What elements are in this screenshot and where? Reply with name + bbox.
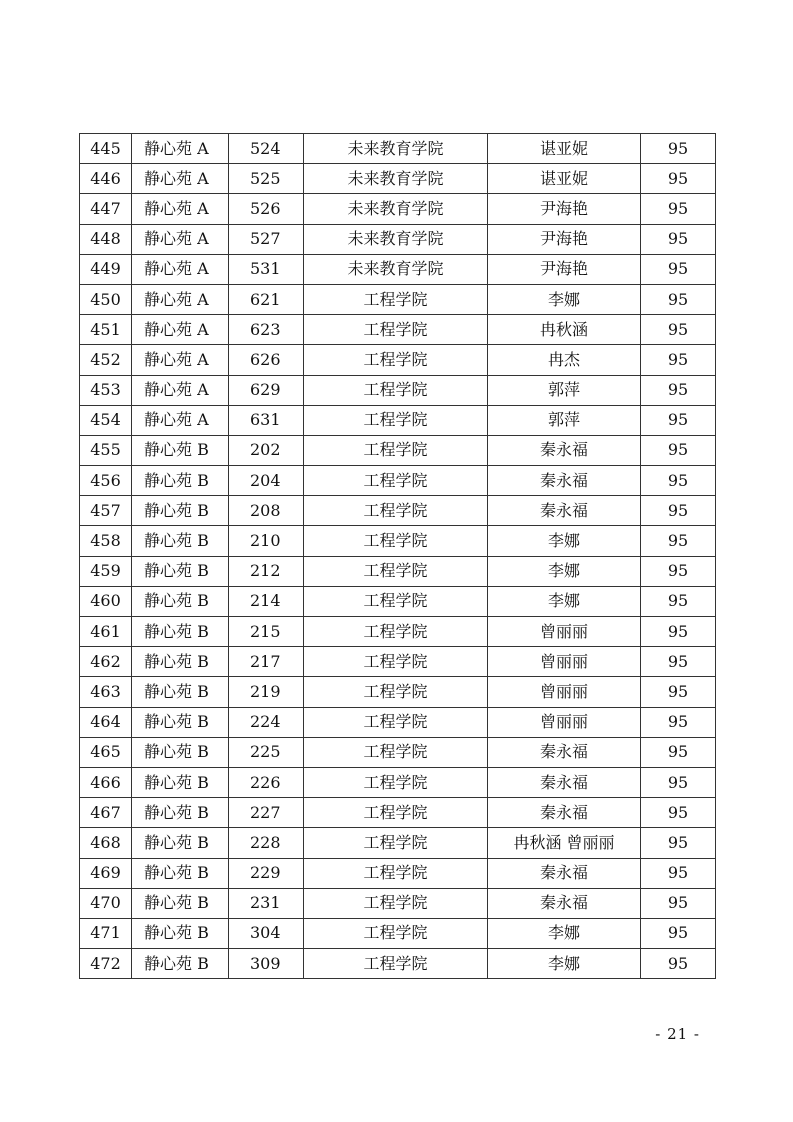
row-index-cell: 457 <box>80 496 132 526</box>
building-cell: 静心苑 B <box>132 617 229 647</box>
college-cell: 工程学院 <box>304 345 488 375</box>
score-cell: 95 <box>641 798 716 828</box>
table-row <box>80 888 716 918</box>
room-number-cell: 224 <box>229 707 304 737</box>
score-cell: 95 <box>641 858 716 888</box>
row-index-cell: 458 <box>80 526 132 556</box>
building-cell: 静心苑 B <box>132 949 229 979</box>
row-index-cell: 472 <box>80 949 132 979</box>
room-number-cell: 219 <box>229 677 304 707</box>
college-cell: 工程学院 <box>304 918 488 948</box>
room-number-cell: 309 <box>229 949 304 979</box>
row-index-cell: 467 <box>80 798 132 828</box>
row-index-cell: 454 <box>80 405 132 435</box>
building-cell: 静心苑 A <box>132 164 229 194</box>
row-index-cell: 462 <box>80 647 132 677</box>
score-cell: 95 <box>641 828 716 858</box>
college-cell: 工程学院 <box>304 858 488 888</box>
table-row <box>80 224 716 254</box>
counselor-cell: 尹海艳 <box>488 224 641 254</box>
counselor-cell: 秦永福 <box>488 767 641 797</box>
counselor-cell: 李娜 <box>488 284 641 314</box>
table-row <box>80 798 716 828</box>
building-cell: 静心苑 B <box>132 707 229 737</box>
room-number-cell: 226 <box>229 767 304 797</box>
score-cell: 95 <box>641 586 716 616</box>
table-row <box>80 466 716 496</box>
room-number-cell: 631 <box>229 405 304 435</box>
counselor-cell: 李娜 <box>488 949 641 979</box>
college-cell: 工程学院 <box>304 737 488 767</box>
counselor-cell: 曾丽丽 <box>488 677 641 707</box>
building-cell: 静心苑 B <box>132 737 229 767</box>
college-cell: 工程学院 <box>304 466 488 496</box>
college-cell: 工程学院 <box>304 375 488 405</box>
counselor-cell: 秦永福 <box>488 466 641 496</box>
row-index-cell: 460 <box>80 586 132 616</box>
table-row <box>80 617 716 647</box>
score-cell: 95 <box>641 466 716 496</box>
row-index-cell: 469 <box>80 858 132 888</box>
college-cell: 工程学院 <box>304 647 488 677</box>
row-index-cell: 446 <box>80 164 132 194</box>
building-cell: 静心苑 A <box>132 375 229 405</box>
row-index-cell: 464 <box>80 707 132 737</box>
table-row <box>80 164 716 194</box>
table-row <box>80 375 716 405</box>
building-cell: 静心苑 A <box>132 254 229 284</box>
score-cell: 95 <box>641 194 716 224</box>
building-cell: 静心苑 A <box>132 194 229 224</box>
college-cell: 工程学院 <box>304 707 488 737</box>
college-cell: 工程学院 <box>304 828 488 858</box>
table-row <box>80 647 716 677</box>
counselor-cell: 李娜 <box>488 526 641 556</box>
table-row <box>80 254 716 284</box>
table-row <box>80 918 716 948</box>
building-cell: 静心苑 A <box>132 284 229 314</box>
room-number-cell: 229 <box>229 858 304 888</box>
building-cell: 静心苑 A <box>132 405 229 435</box>
row-index-cell: 470 <box>80 888 132 918</box>
room-number-cell: 228 <box>229 828 304 858</box>
counselor-cell: 曾丽丽 <box>488 617 641 647</box>
table-row <box>80 858 716 888</box>
table-row <box>80 435 716 465</box>
building-cell: 静心苑 A <box>132 315 229 345</box>
score-cell: 95 <box>641 526 716 556</box>
room-number-cell: 204 <box>229 466 304 496</box>
building-cell: 静心苑 B <box>132 526 229 556</box>
college-cell: 工程学院 <box>304 496 488 526</box>
table-row <box>80 496 716 526</box>
counselor-cell: 尹海艳 <box>488 194 641 224</box>
college-cell: 未来教育学院 <box>304 134 488 164</box>
score-cell: 95 <box>641 315 716 345</box>
room-number-cell: 231 <box>229 888 304 918</box>
table-row <box>80 707 716 737</box>
score-cell: 95 <box>641 737 716 767</box>
building-cell: 静心苑 B <box>132 767 229 797</box>
room-number-cell: 629 <box>229 375 304 405</box>
row-index-cell: 450 <box>80 284 132 314</box>
counselor-cell: 冉秋涵 <box>488 315 641 345</box>
score-cell: 95 <box>641 949 716 979</box>
table-row <box>80 737 716 767</box>
building-cell: 静心苑 B <box>132 677 229 707</box>
score-cell: 95 <box>641 496 716 526</box>
room-number-cell: 215 <box>229 617 304 647</box>
table-row <box>80 949 716 979</box>
row-index-cell: 449 <box>80 254 132 284</box>
table-row <box>80 677 716 707</box>
table-row <box>80 284 716 314</box>
building-cell: 静心苑 B <box>132 496 229 526</box>
score-cell: 95 <box>641 707 716 737</box>
table-row <box>80 586 716 616</box>
college-cell: 未来教育学院 <box>304 254 488 284</box>
college-cell: 工程学院 <box>304 949 488 979</box>
college-cell: 工程学院 <box>304 798 488 828</box>
counselor-cell: 李娜 <box>488 556 641 586</box>
room-number-cell: 208 <box>229 496 304 526</box>
row-index-cell: 468 <box>80 828 132 858</box>
row-index-cell: 466 <box>80 767 132 797</box>
counselor-cell: 李娜 <box>488 586 641 616</box>
counselor-cell: 冉杰 <box>488 345 641 375</box>
score-cell: 95 <box>641 164 716 194</box>
room-number-cell: 526 <box>229 194 304 224</box>
college-cell: 未来教育学院 <box>304 224 488 254</box>
college-cell: 工程学院 <box>304 888 488 918</box>
table-row <box>80 194 716 224</box>
row-index-cell: 471 <box>80 918 132 948</box>
score-cell: 95 <box>641 888 716 918</box>
page-number: - 21 - <box>655 1025 700 1043</box>
counselor-cell: 秦永福 <box>488 858 641 888</box>
room-number-cell: 621 <box>229 284 304 314</box>
row-index-cell: 452 <box>80 345 132 375</box>
counselor-cell: 郭萍 <box>488 405 641 435</box>
score-cell: 95 <box>641 556 716 586</box>
score-cell: 95 <box>641 617 716 647</box>
room-number-cell: 217 <box>229 647 304 677</box>
room-number-cell: 227 <box>229 798 304 828</box>
row-index-cell: 447 <box>80 194 132 224</box>
table-row <box>80 526 716 556</box>
row-index-cell: 459 <box>80 556 132 586</box>
counselor-cell: 谌亚妮 <box>488 134 641 164</box>
building-cell: 静心苑 B <box>132 647 229 677</box>
room-number-cell: 210 <box>229 526 304 556</box>
counselor-cell: 李娜 <box>488 918 641 948</box>
score-cell: 95 <box>641 405 716 435</box>
building-cell: 静心苑 B <box>132 888 229 918</box>
row-index-cell: 453 <box>80 375 132 405</box>
row-index-cell: 455 <box>80 435 132 465</box>
college-cell: 工程学院 <box>304 586 488 616</box>
score-cell: 95 <box>641 345 716 375</box>
building-cell: 静心苑 A <box>132 345 229 375</box>
building-cell: 静心苑 B <box>132 466 229 496</box>
row-index-cell: 463 <box>80 677 132 707</box>
score-cell: 95 <box>641 375 716 405</box>
college-cell: 工程学院 <box>304 526 488 556</box>
building-cell: 静心苑 A <box>132 224 229 254</box>
counselor-cell: 冉秋涵 曾丽丽 <box>488 828 641 858</box>
college-cell: 工程学院 <box>304 767 488 797</box>
row-index-cell: 448 <box>80 224 132 254</box>
college-cell: 工程学院 <box>304 315 488 345</box>
building-cell: 静心苑 B <box>132 556 229 586</box>
room-number-cell: 202 <box>229 435 304 465</box>
row-index-cell: 445 <box>80 134 132 164</box>
room-number-cell: 304 <box>229 918 304 948</box>
room-number-cell: 524 <box>229 134 304 164</box>
building-cell: 静心苑 B <box>132 435 229 465</box>
building-cell: 静心苑 B <box>132 586 229 616</box>
counselor-cell: 秦永福 <box>488 496 641 526</box>
table-row <box>80 345 716 375</box>
counselor-cell: 秦永福 <box>488 888 641 918</box>
score-cell: 95 <box>641 134 716 164</box>
counselor-cell: 郭萍 <box>488 375 641 405</box>
room-number-cell: 626 <box>229 345 304 375</box>
college-cell: 工程学院 <box>304 284 488 314</box>
room-number-cell: 527 <box>229 224 304 254</box>
college-cell: 工程学院 <box>304 435 488 465</box>
counselor-cell: 曾丽丽 <box>488 707 641 737</box>
college-cell: 工程学院 <box>304 677 488 707</box>
table-body <box>80 134 716 979</box>
counselor-cell: 谌亚妮 <box>488 164 641 194</box>
college-cell: 未来教育学院 <box>304 164 488 194</box>
table-row <box>80 556 716 586</box>
room-number-cell: 531 <box>229 254 304 284</box>
table-row <box>80 134 716 164</box>
counselor-cell: 秦永福 <box>488 737 641 767</box>
building-cell: 静心苑 A <box>132 134 229 164</box>
score-cell: 95 <box>641 918 716 948</box>
score-cell: 95 <box>641 647 716 677</box>
room-number-cell: 212 <box>229 556 304 586</box>
college-cell: 未来教育学院 <box>304 194 488 224</box>
dormitory-score-table <box>79 133 716 979</box>
row-index-cell: 461 <box>80 617 132 647</box>
table-row <box>80 767 716 797</box>
score-cell: 95 <box>641 254 716 284</box>
table-row <box>80 315 716 345</box>
room-number-cell: 525 <box>229 164 304 194</box>
room-number-cell: 225 <box>229 737 304 767</box>
score-cell: 95 <box>641 224 716 254</box>
score-cell: 95 <box>641 677 716 707</box>
row-index-cell: 465 <box>80 737 132 767</box>
score-cell: 95 <box>641 284 716 314</box>
building-cell: 静心苑 B <box>132 918 229 948</box>
score-cell: 95 <box>641 767 716 797</box>
room-number-cell: 623 <box>229 315 304 345</box>
counselor-cell: 尹海艳 <box>488 254 641 284</box>
row-index-cell: 451 <box>80 315 132 345</box>
college-cell: 工程学院 <box>304 617 488 647</box>
counselor-cell: 曾丽丽 <box>488 647 641 677</box>
score-cell: 95 <box>641 435 716 465</box>
building-cell: 静心苑 B <box>132 858 229 888</box>
counselor-cell: 秦永福 <box>488 798 641 828</box>
college-cell: 工程学院 <box>304 556 488 586</box>
table-row <box>80 828 716 858</box>
college-cell: 工程学院 <box>304 405 488 435</box>
room-number-cell: 214 <box>229 586 304 616</box>
counselor-cell: 秦永福 <box>488 435 641 465</box>
building-cell: 静心苑 B <box>132 798 229 828</box>
building-cell: 静心苑 B <box>132 828 229 858</box>
table-row <box>80 405 716 435</box>
row-index-cell: 456 <box>80 466 132 496</box>
